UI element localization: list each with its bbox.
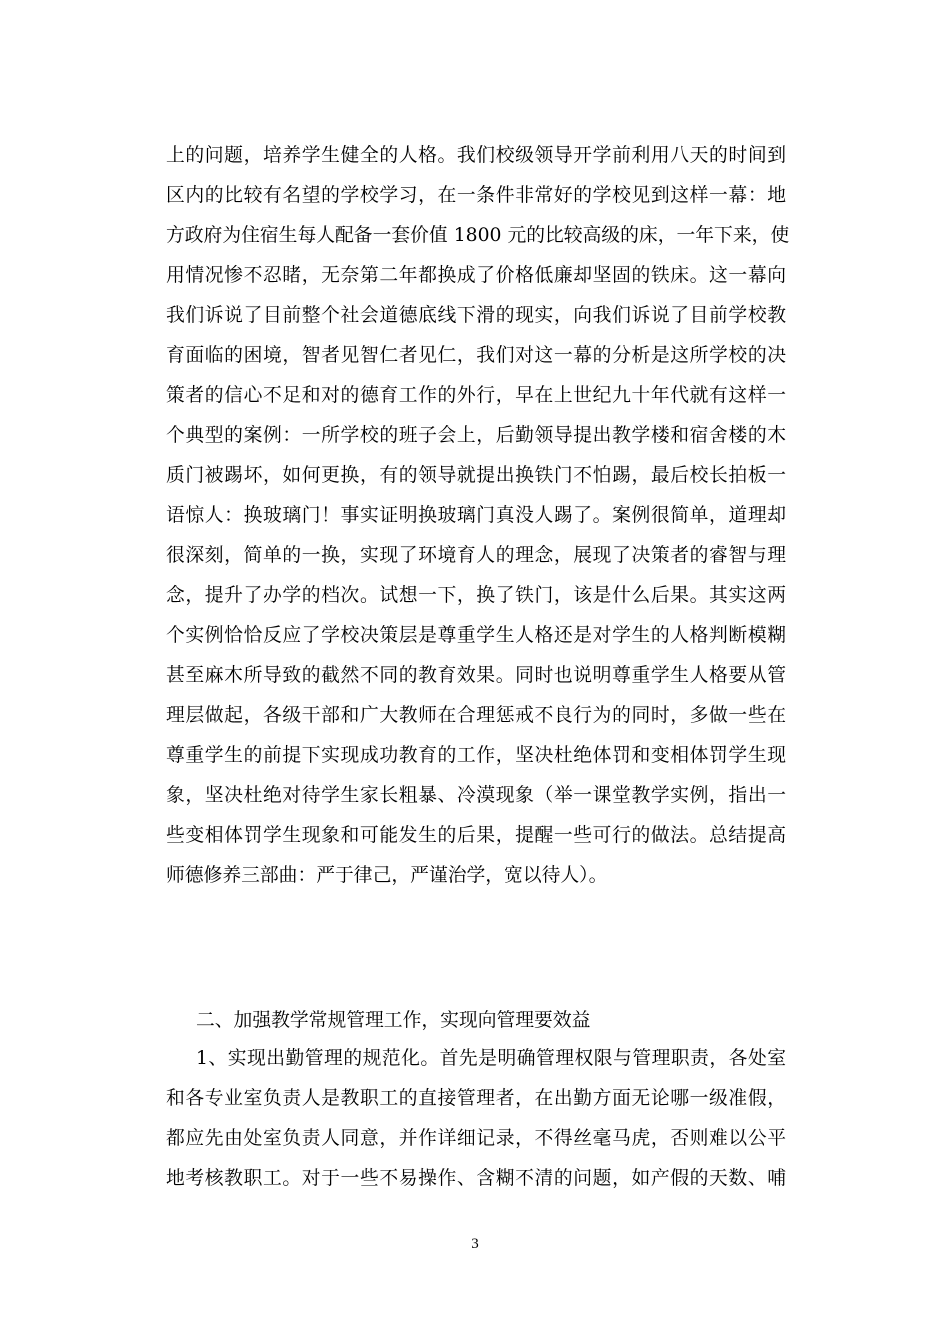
- text-line: 策者的信心不足和对的德育工作的外行，早在上世纪九十年代就有这样一: [166, 385, 786, 406]
- text-line: 尊重学生的前提下实现成功教育的工作，坚决杜绝体罚和变相体罚学生现: [166, 745, 786, 766]
- text-line: 师德修养三部曲：严于律己，严谨治学，宽以待人）。: [166, 865, 608, 886]
- text-line: 念，提升了办学的档次。试想一下，换了铁门，该是什么后果。其实这两: [166, 585, 786, 606]
- text-line: 1、实现出勤管理的规范化。首先是明确管理权限与管理职责，各处室: [196, 1048, 786, 1069]
- text-line: 甚至麻木所导致的截然不同的教育效果。同时也说明尊重学生人格要从管: [166, 665, 786, 686]
- text-line: 方政府为住宿生每人配备一套价值 1800 元的比较高级的床，一年下来，使: [166, 225, 790, 246]
- text-line: 都应先由处室负责人同意，并作详细记录，不得丝毫马虎，否则难以公平: [166, 1128, 786, 1149]
- text-line: 很深刻，简单的一换，实现了环境育人的理念，展现了决策者的睿智与理: [166, 545, 786, 566]
- text-line: 我们诉说了目前整个社会道德底线下滑的现实，向我们诉说了目前学校教: [166, 305, 786, 326]
- text-line: 育面临的困境，智者见智仁者见仁，我们对这一幕的分析是这所学校的决: [166, 345, 786, 366]
- text-line: 质门被踢坏，如何更换，有的领导就提出换铁门不怕踢，最后校长拍板一: [166, 465, 786, 486]
- page-number: 3: [471, 1236, 479, 1252]
- section-heading: 二、加强教学常规管理工作，实现向管理要效益: [196, 1010, 591, 1031]
- text-line: 语惊人：换玻璃门！事实证明换玻璃门真没人踢了。案例很简单，道理却: [166, 505, 786, 526]
- text-line: 地考核教职工。对于一些不易操作、含糊不清的问题，如产假的天数、哺: [166, 1168, 786, 1189]
- text-line: 象，坚决杜绝对待学生家长粗暴、冷漠现象（举一课堂教学实例，指出一: [166, 785, 786, 806]
- text-line: 个典型的案例：一所学校的班子会上，后勤领导提出教学楼和宿舍楼的木: [166, 425, 786, 446]
- text-line: 上的问题，培养学生健全的人格。我们校级领导开学前利用八天的时间到: [166, 145, 786, 166]
- text-line: 些变相体罚学生现象和可能发生的后果，提醒一些可行的做法。总结提高: [166, 825, 786, 846]
- text-line: 个实例恰恰反应了学校决策层是尊重学生人格还是对学生的人格判断模糊: [166, 625, 786, 646]
- text-line: 和各专业室负责人是教职工的直接管理者，在出勤方面无论哪一级准假，: [166, 1088, 786, 1109]
- text-line: 理层做起，各级干部和广大教师在合理惩戒不良行为的同时，多做一些在: [166, 705, 786, 726]
- text-line: 区内的比较有名望的学校学习，在一条件非常好的学校见到这样一幕：地: [166, 185, 786, 206]
- text-line: 用情况惨不忍睹，无奈第二年都换成了价格低廉却坚固的铁床。这一幕向: [166, 265, 786, 286]
